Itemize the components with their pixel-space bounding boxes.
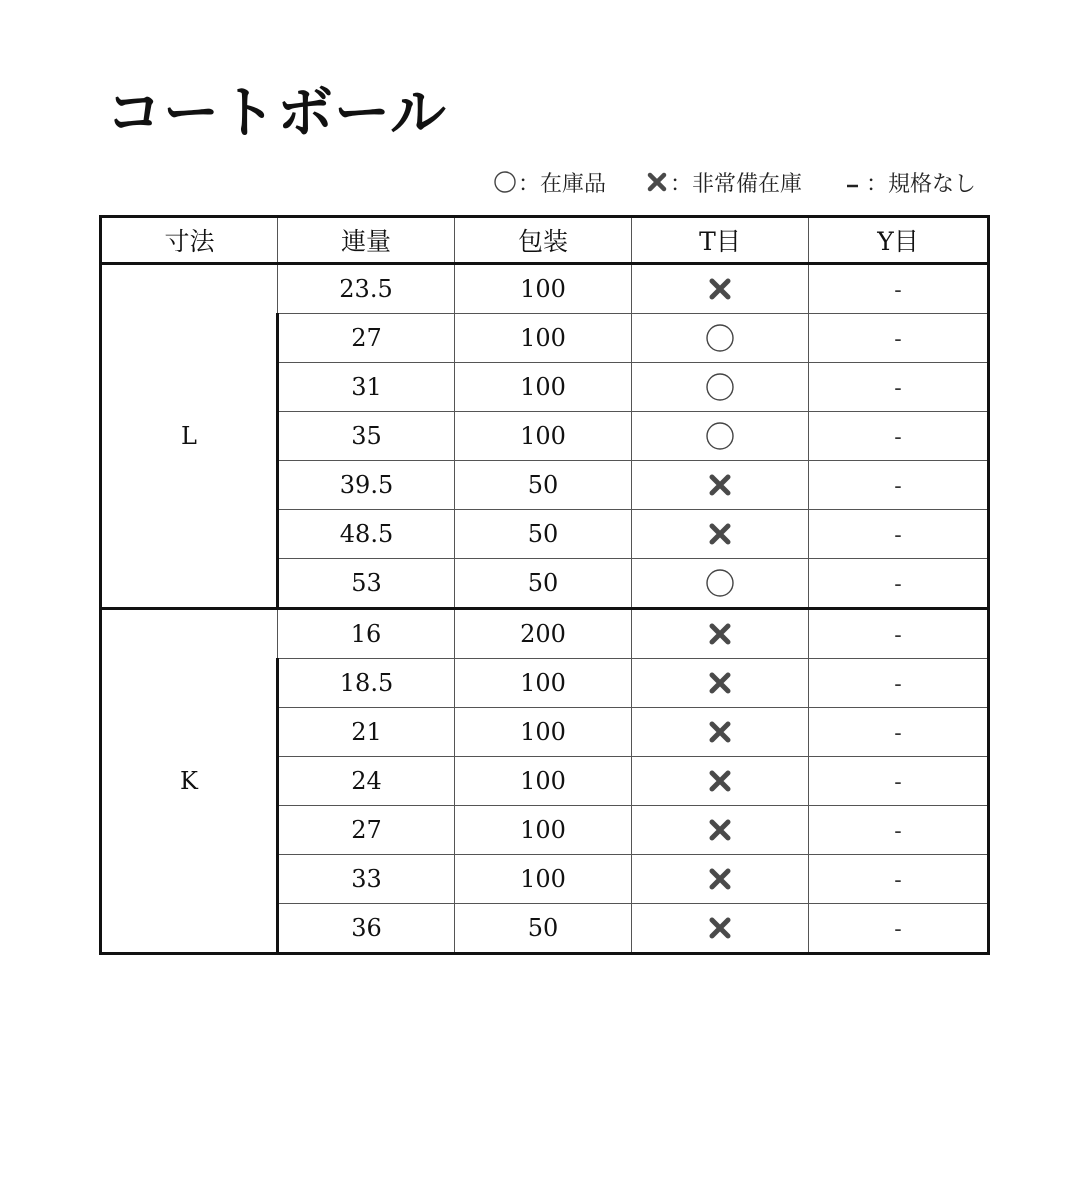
y-grain-cell [809,708,989,757]
t-grain-cell [632,708,809,757]
no-spec-dash: - [894,623,902,648]
legend-label-in-stock: ：在庫品 [517,171,606,197]
no-spec-dash: - [894,474,902,499]
t-grain-cell [632,806,809,855]
y-grain-cell [809,264,989,314]
t-grain-cell [632,757,809,806]
cross-icon [705,766,735,796]
t-grain-cell [632,855,809,904]
t-grain-cell [632,510,809,559]
no-spec-dash: - [894,819,902,844]
y-grain-cell [809,904,989,954]
y-grain-cell [809,609,989,659]
weight-cell: 24 [278,757,455,806]
weight-cell: 27 [278,314,455,363]
y-grain-cell [809,363,989,412]
package-cell: 200 [455,609,632,659]
header-weight: 連量 [278,217,455,264]
weight-cell: 27 [278,806,455,855]
t-grain-cell [632,461,809,510]
y-grain-cell [809,314,989,363]
y-grain-cell [809,559,989,609]
package-cell: 50 [455,461,632,510]
weight-cell: 39.5 [278,461,455,510]
cross-icon [644,169,670,195]
dash-icon [840,169,866,195]
weight-cell: 33 [278,855,455,904]
weight-cell: 18.5 [278,659,455,708]
cross-icon [705,519,735,549]
no-spec-dash: - [894,721,902,746]
t-grain-cell [632,904,809,954]
cross-icon [705,864,735,894]
t-grain-cell [632,363,809,412]
t-grain-cell [632,609,809,659]
no-spec-dash: - [894,327,902,352]
circle-icon [705,323,735,353]
t-grain-cell [632,412,809,461]
weight-cell: 31 [278,363,455,412]
weight-cell: 53 [278,559,455,609]
spec-table [99,215,990,955]
weight-cell: 48.5 [278,510,455,559]
circle-icon [705,421,735,451]
header-row [101,217,989,264]
y-grain-cell [809,757,989,806]
table-group-K [101,609,989,954]
package-cell: 100 [455,659,632,708]
package-cell: 100 [455,806,632,855]
y-grain-cell [809,855,989,904]
package-cell: 100 [455,412,632,461]
circle-icon [492,169,518,195]
package-cell: 100 [455,855,632,904]
header-size: 寸法 [101,217,278,264]
t-grain-cell [632,264,809,314]
package-cell: 50 [455,904,632,954]
legend-item-non-stock [644,167,802,198]
legend-label-non-stock: ：非常備在庫 [669,171,802,197]
no-spec-dash: - [894,376,902,401]
package-cell: 100 [455,708,632,757]
package-cell: 100 [455,757,632,806]
cross-icon [705,717,735,747]
cross-icon [705,470,735,500]
legend [492,166,976,198]
cross-icon [705,815,735,845]
size-cell: L [101,264,278,609]
header-package: 包装 [455,217,632,264]
cross-icon [705,274,735,304]
no-spec-dash: - [894,523,902,548]
cross-icon [705,619,735,649]
legend-item-no-spec [840,167,976,198]
no-spec-dash: - [894,672,902,697]
y-grain-cell [809,659,989,708]
table-row [101,264,989,314]
table-row [101,609,989,659]
size-cell: K [101,609,278,954]
no-spec-dash: - [894,917,902,942]
cross-icon [705,668,735,698]
table-group-L [101,264,989,609]
t-grain-cell [632,559,809,609]
legend-item-in-stock [492,167,606,198]
circle-icon [705,568,735,598]
no-spec-dash: - [894,425,902,450]
page-title: コートボール [106,81,447,146]
header-y-grain: Y目 [809,217,989,264]
cross-icon [705,913,735,943]
legend-label-no-spec: ：規格なし [865,171,976,197]
no-spec-dash: - [894,278,902,303]
weight-cell: 35 [278,412,455,461]
no-spec-dash: - [894,572,902,597]
package-cell: 50 [455,510,632,559]
weight-cell: 36 [278,904,455,954]
no-spec-dash: - [894,770,902,795]
t-grain-cell [632,659,809,708]
package-cell: 50 [455,559,632,609]
package-cell: 100 [455,314,632,363]
y-grain-cell [809,806,989,855]
no-spec-dash: - [894,868,902,893]
package-cell: 100 [455,264,632,314]
t-grain-cell [632,314,809,363]
weight-cell: 21 [278,708,455,757]
y-grain-cell [809,510,989,559]
y-grain-cell [809,412,989,461]
weight-cell: 16 [278,609,455,659]
circle-icon [705,372,735,402]
weight-cell: 23.5 [278,264,455,314]
y-grain-cell [809,461,989,510]
header-t-grain: T目 [632,217,809,264]
package-cell: 100 [455,363,632,412]
